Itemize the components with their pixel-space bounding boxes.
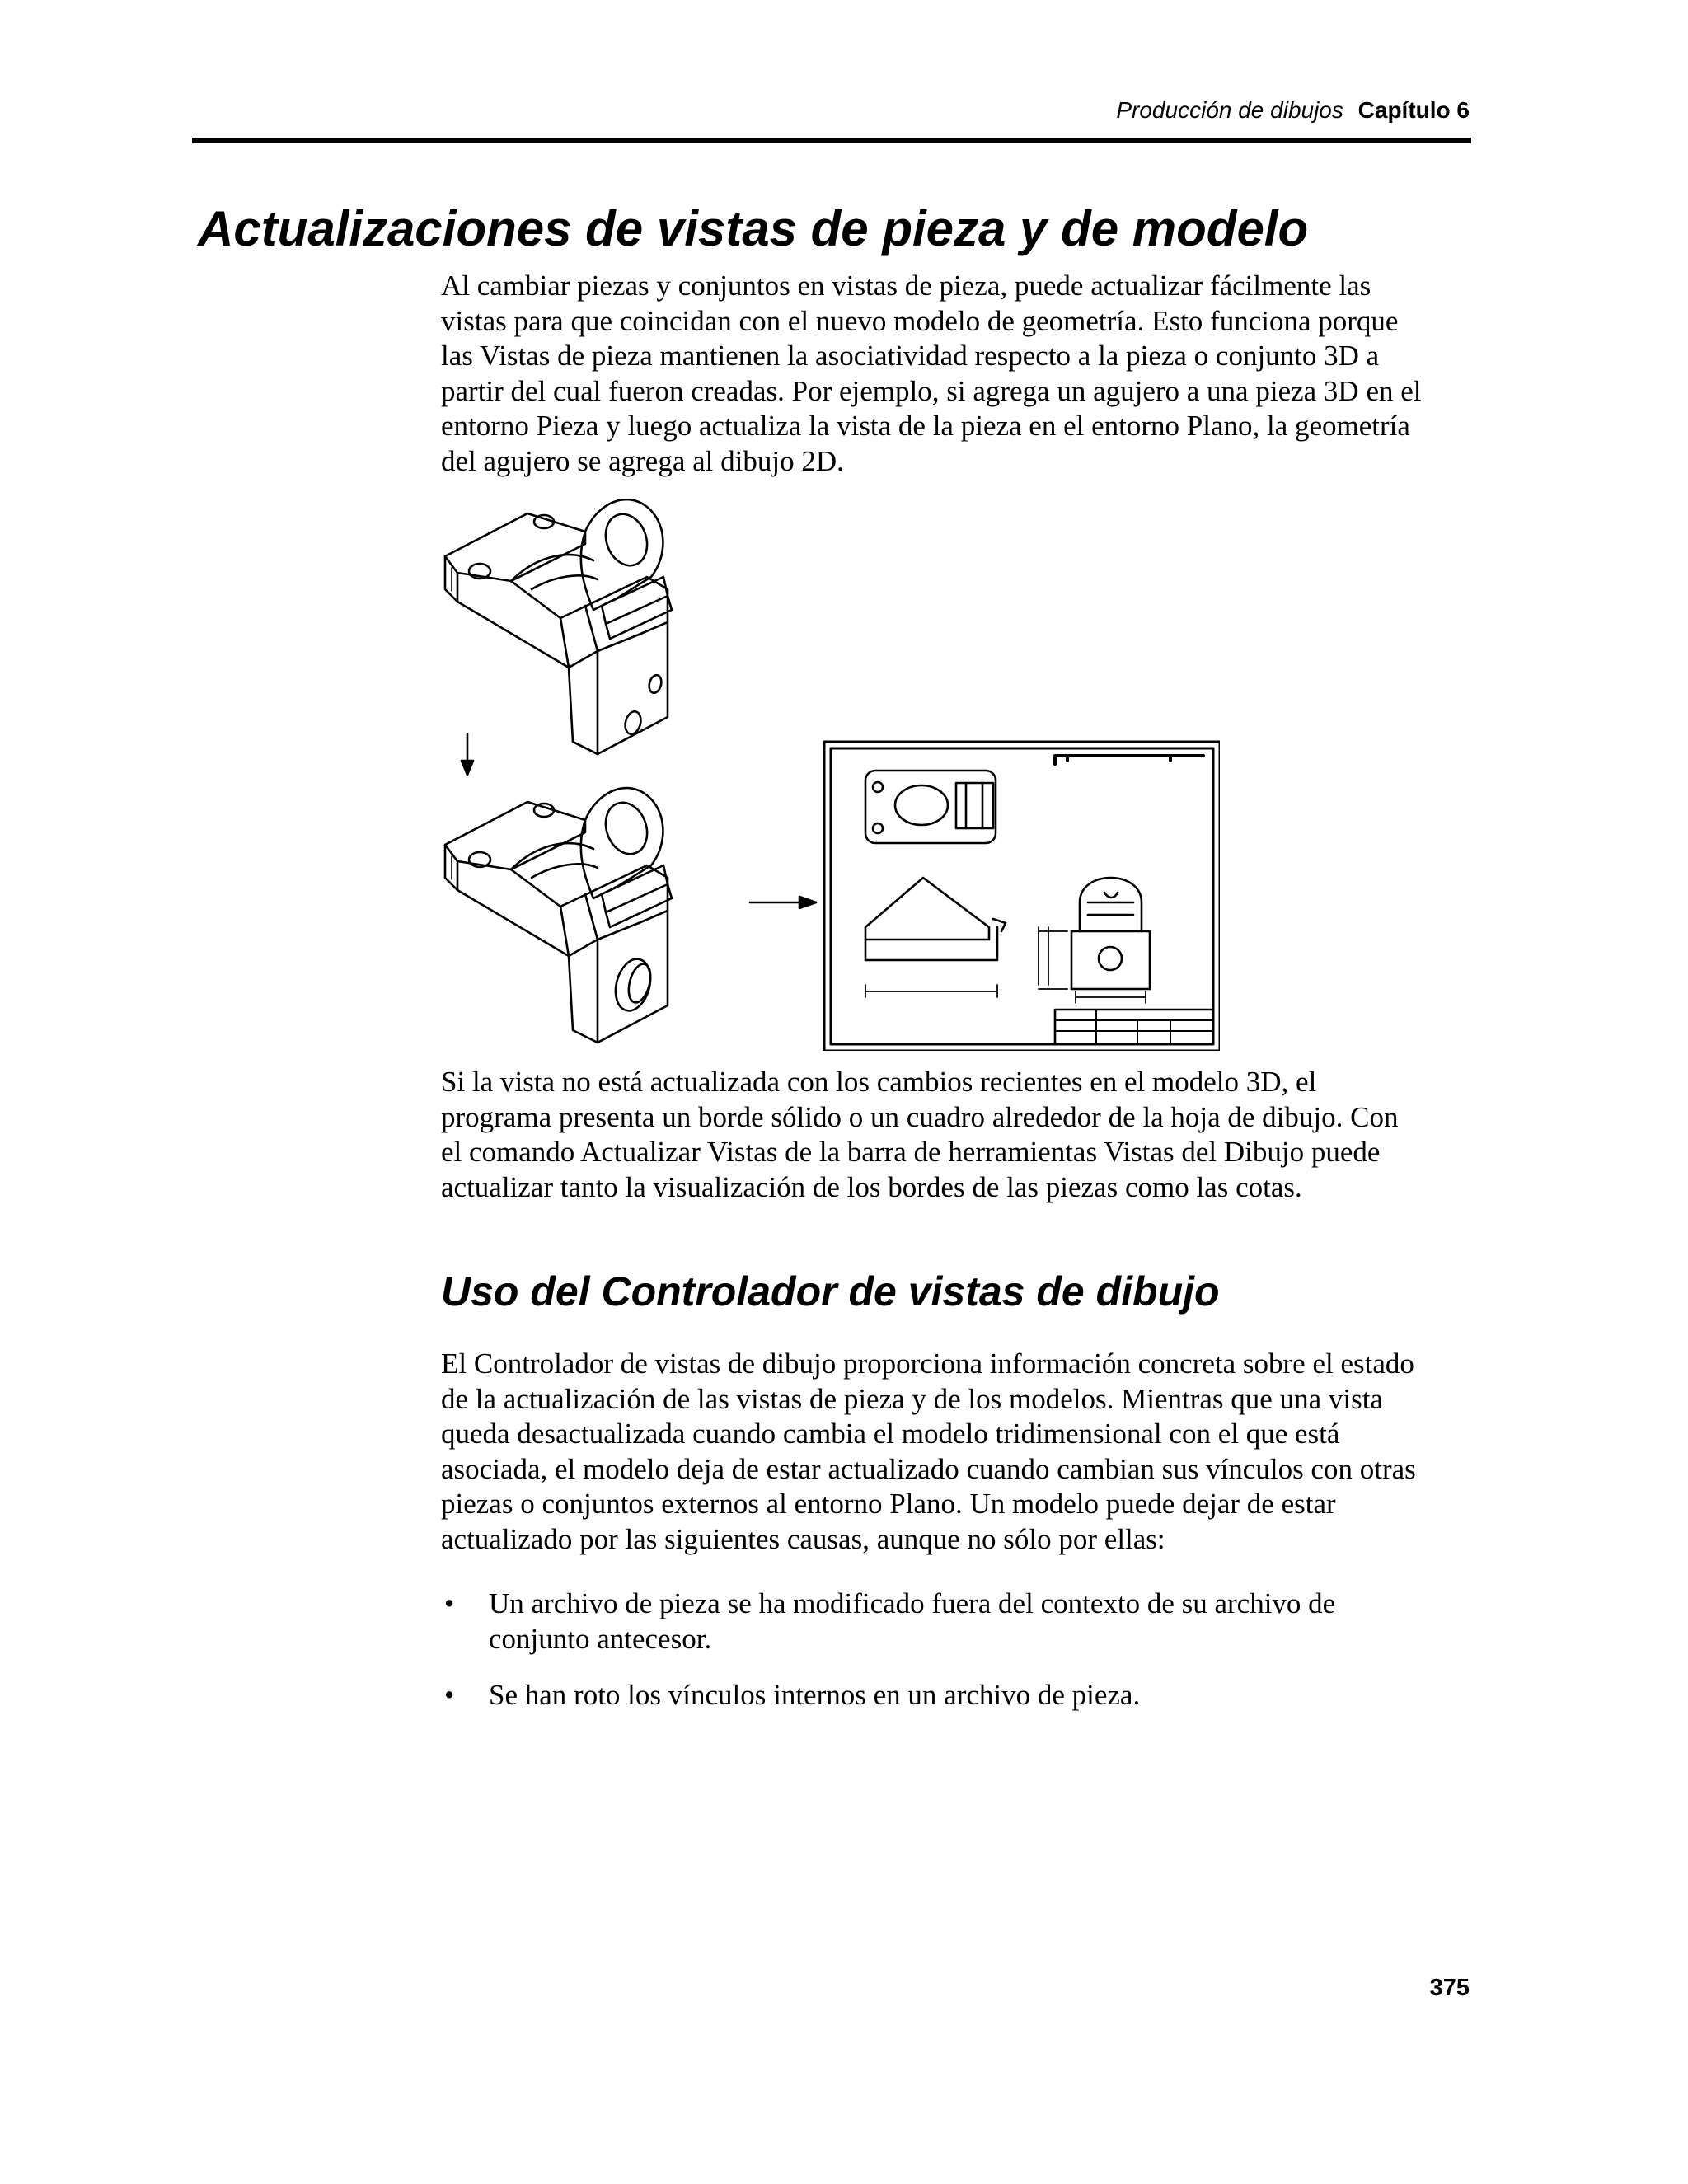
section-heading: Uso del Controlador de vistas de dibujo xyxy=(441,1268,1220,1315)
running-header-chapter: Capítulo 6 xyxy=(1357,97,1470,123)
causes-list xyxy=(441,1586,1479,1735)
intro-paragraph xyxy=(441,269,1479,479)
paragraph-line: piezas o conjuntos externos al entorno Plano. Un modelo puede dejar de estar xyxy=(441,1488,1336,1520)
intro-line: las Vistas de pieza mantienen la asociatividad respecto a la pieza o conjunto 3D a xyxy=(441,340,1380,372)
section-paragraph xyxy=(441,1347,1479,1557)
intro-line: vistas para que coincidan con el nuevo modelo de geometría. Esto funciona porque xyxy=(441,304,1399,337)
paragraph-line: El Controlador de vistas de dibujo proporciona información concreta sobre el estado xyxy=(441,1347,1414,1380)
intro-line: entorno Pieza y luego actualiza la vista de la pieza en el entorno Plano, la geometría xyxy=(441,410,1410,442)
paragraph-line: Si la vista no está actualizada con los cambios recientes en el modelo 3D, el xyxy=(441,1066,1317,1098)
down-arrow-icon xyxy=(462,733,473,775)
part-after-image xyxy=(445,788,672,1043)
paragraph-line: actualizado por las siguientes causas, aunque no sólo por ellas: xyxy=(441,1522,1165,1555)
list-item-line: Un archivo de pieza se ha modificado fuera del contexto de su archivo de xyxy=(489,1587,1336,1619)
part-update-illustration xyxy=(429,499,1220,1051)
drawing-sheet-image xyxy=(824,742,1220,1051)
running-header xyxy=(1116,97,1470,124)
list-item xyxy=(441,1586,1479,1657)
paragraph-line: queda desactualizada cuando cambia el modelo tridimensional con el que está xyxy=(441,1418,1340,1450)
paragraph-line: actualizar tanto la visualización de los bordes de las piezas como las cotas. xyxy=(441,1170,1302,1203)
list-item-line: conjunto antecesor. xyxy=(489,1622,712,1655)
list-item-line: Se han roto los vínculos internos en un archivo de pieza. xyxy=(489,1679,1141,1711)
right-arrow-icon xyxy=(750,897,816,908)
paragraph-line: programa presenta un borde sólido o un cuadro alrededor de la hoja de dibujo. Con xyxy=(441,1100,1399,1133)
header-rule xyxy=(192,138,1471,143)
running-header-section: Producción de dibujos xyxy=(1116,97,1343,123)
intro-line: partir del cual fueron creadas. Por ejemplo, si agrega un agujero a una pieza 3D en el xyxy=(441,374,1422,407)
intro-line: del agujero se agrega al dibujo 2D. xyxy=(441,444,844,477)
bullet-icon: • xyxy=(444,1587,455,1619)
list-item xyxy=(441,1678,1479,1713)
paragraph-line: de la actualización de las vistas de pieza y de los modelos. Mientras que una vista xyxy=(441,1382,1383,1415)
paragraph-line: el comando Actualizar Vistas de la barra de herramientas Vistas del Dibujo puede xyxy=(441,1136,1381,1168)
page-number: 375 xyxy=(1429,1975,1470,2001)
update-explanation-paragraph xyxy=(441,1065,1479,1205)
page-title: Actualizaciones de vistas de pieza y de modelo xyxy=(198,201,1309,256)
intro-line: Al cambiar piezas y conjuntos en vistas de pieza, puede actualizar fácilmente las xyxy=(441,269,1372,302)
part-before-image xyxy=(445,499,672,754)
bullet-icon: • xyxy=(444,1679,455,1711)
paragraph-line: asociada, el modelo deja de estar actualizado cuando cambian sus vínculos con otras xyxy=(441,1452,1416,1485)
